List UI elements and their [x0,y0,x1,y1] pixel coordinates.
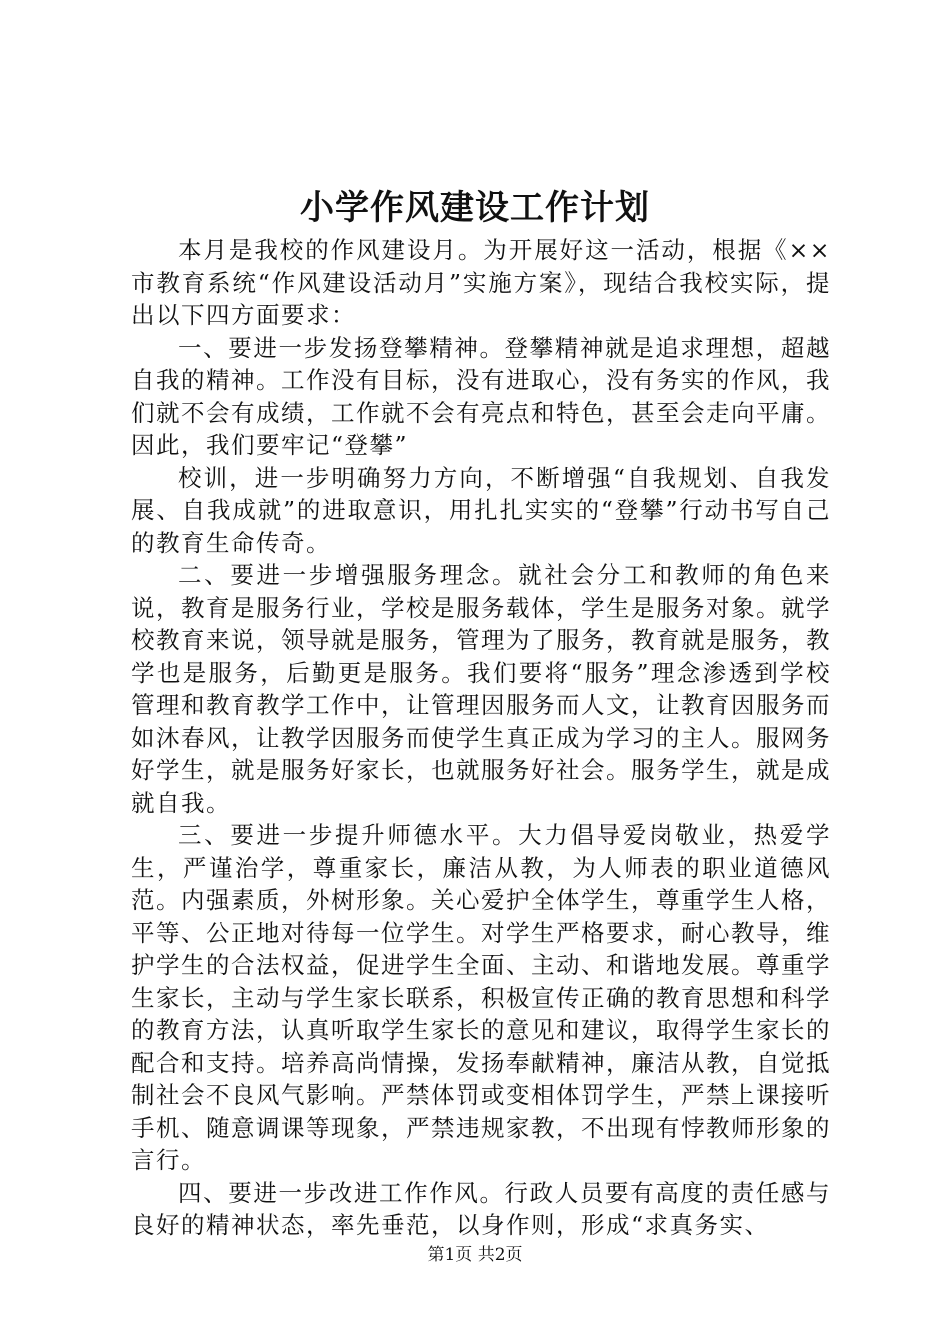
paragraph-section-3: 三、要进一步提升师德水平。大力倡导爱岗敬业，热爱学生，严谨治学，尊重家长，廉洁从教，为人师表的职业道德风范。内强素质，外树形象。关心爱护全体学生，尊重学生人格，平等、公正地对待每一位学生。对学生严格要求，耐心教导，维护学生的合法权益，促进学生全面、主动、和谐地发展。尊重学生家长，主动与学生家长联系，积极宣传正确的教育思想和科学的教育方法，认真听取学生家长的意见和建议，取得学生家长的配合和支持。培养高尚情操，发扬奉献精神，廉洁从教，自觉抵制社会不良风气影响。严禁体罚或变相体罚学生，严禁上课接听手机、随意调课等现象，严禁违规家教，不出现有悖教师形象的言行。 [131,821,831,1174]
paragraph-intro: 本月是我校的作风建设月。为开展好这一活动，根据《××市教育系统“作风建设活动月”实施方案》，现结合我校实际，提出以下四方面要求： [131,236,831,329]
page-footer: 第1页 共2页 [427,1245,523,1265]
paragraph-section-1-cont: 校训，进一步明确努力方向，不断增强“自我规划、自我发展、自我成就”的进取意识，用扎扎实实的“登攀”行动书写自己的教育生命传奇。 [131,463,831,557]
document-body [131,234,831,1242]
paragraph-section-4: 四、要进一步改进工作作风。行政人员要有高度的责任感与良好的精神状态，率先垂范，以身作则，形成“求真务实、 [131,1178,831,1239]
paragraph-section-1: 一、要进一步发扬登攀精神。登攀精神就是追求理想，超越自我的精神。工作没有目标，没有进取心，没有务实的作风，我们就不会有成绩，工作就不会有亮点和特色，甚至会走向平庸。因此，我们要牢记“登攀” [131,333,831,459]
document-title: 小学作风建设工作计划 [300,188,650,228]
paragraph-section-2: 二、要进一步增强服务理念。就社会分工和教师的角色来说，教育是服务行业，学校是服务载体，学生是服务对象。就学校教育来说，领导就是服务，管理为了服务，教育就是服务，教学也是服务，后勤更是服务。我们要将“服务”理念渗透到学校管理和教育教学工作中，让管理因服务而人文，让教育因服务而如沐春风，让教学因服务而使学生真正成为学习的主人。服网务好学生，就是服务好家长，也就服务好社会。服务学生，就是成就自我。 [131,561,831,817]
